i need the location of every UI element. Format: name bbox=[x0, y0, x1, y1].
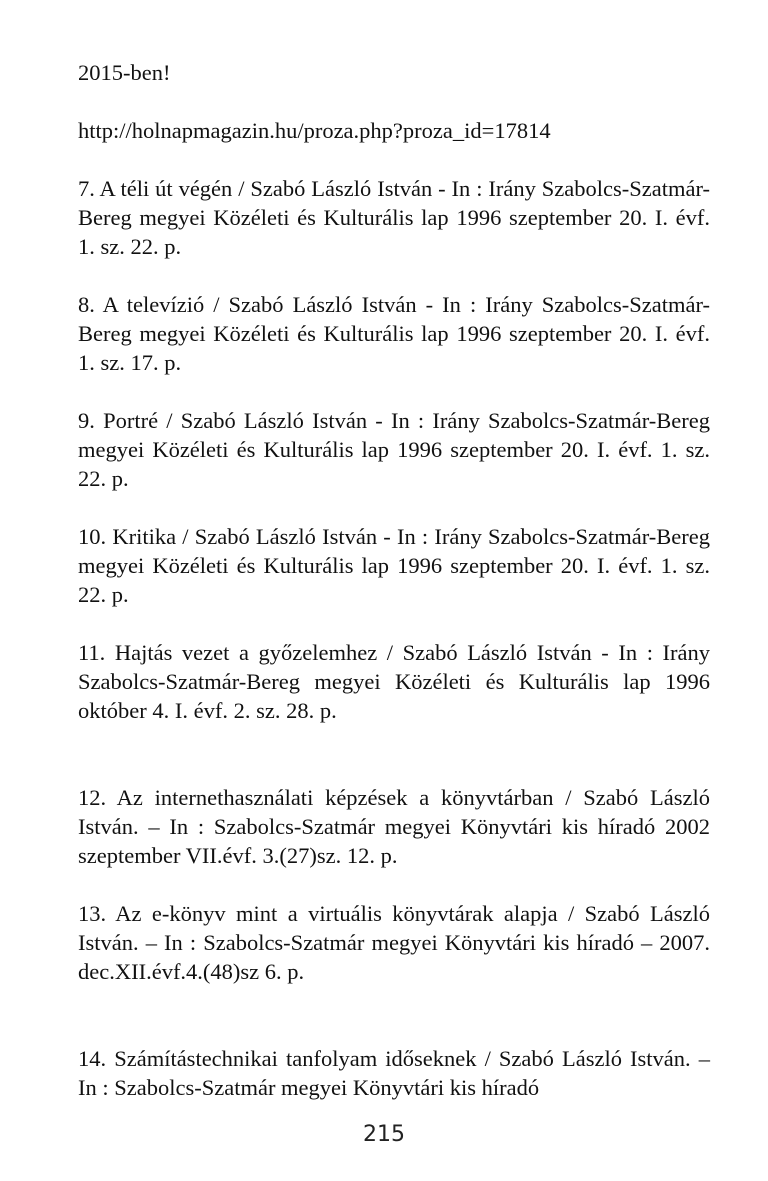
bib-entry-11: 11. Hajtás vezet a győzelemhez / Szabó László István - In : Irány Szabolcs-Szatmár-Bereg megyei Közéleti és Kulturális lap 1996 október 4. I. évf. 2. sz. 28. p. bbox=[78, 640, 710, 723]
bib-entry-10: 10. Kritika / Szabó László István - In : Irány Szabolcs-Szatmár-Bereg megyei Közéleti és Kulturális lap 1996 szeptember 20. I. évf. 1. sz. 22. p. bbox=[78, 524, 710, 607]
bib-entry-12: 12. Az internethasználati képzések a könyvtárban / Szabó László István. – In : Szabolcs-Szatmár megyei Könyvtári kis híradó 2002 szeptember VII.évf. 3.(27)sz. 12. p. bbox=[78, 785, 710, 868]
page-body bbox=[78, 58, 710, 1102]
bib-entry-8: 8. A televízió / Szabó László István - In : Irány Szabolcs-Szatmár-Bereg megyei Közéleti és Kulturális lap 1996 szeptember 20. I. évf. 1. sz. 17. p. bbox=[78, 292, 710, 375]
text-line-top: 2015-ben! bbox=[78, 60, 171, 85]
bib-entry-14: 14. Számítástechnikai tanfolyam időseknek / Szabó László István. – In : Szabolcs-Szatmár megyei Könyvtári kis híradó bbox=[78, 1046, 710, 1100]
bib-entry-7: 7. A téli út végén / Szabó László István - In : Irány Szabolcs-Szatmár-Bereg megyei Közéleti és Kulturális lap 1996 szeptember 20. I. évf. 1. sz. 22. p. bbox=[78, 176, 710, 259]
source-url: http://holnapmagazin.hu/proza.php?proza_id=17814 bbox=[78, 118, 551, 143]
bib-entry-9: 9. Portré / Szabó László István - In : Irány Szabolcs-Szatmár-Bereg megyei Közéleti és Kulturális lap 1996 szeptember 20. I. évf. 1. sz. 22. p. bbox=[78, 408, 710, 491]
page-number: 215 bbox=[363, 1122, 405, 1147]
bib-entry-13: 13. Az e-könyv mint a virtuális könyvtárak alapja / Szabó László István. – In : Szabolcs-Szatmár megyei Könyvtári kis híradó – 2007. dec.XII.évf.4.(48)sz 6. p. bbox=[78, 901, 710, 984]
